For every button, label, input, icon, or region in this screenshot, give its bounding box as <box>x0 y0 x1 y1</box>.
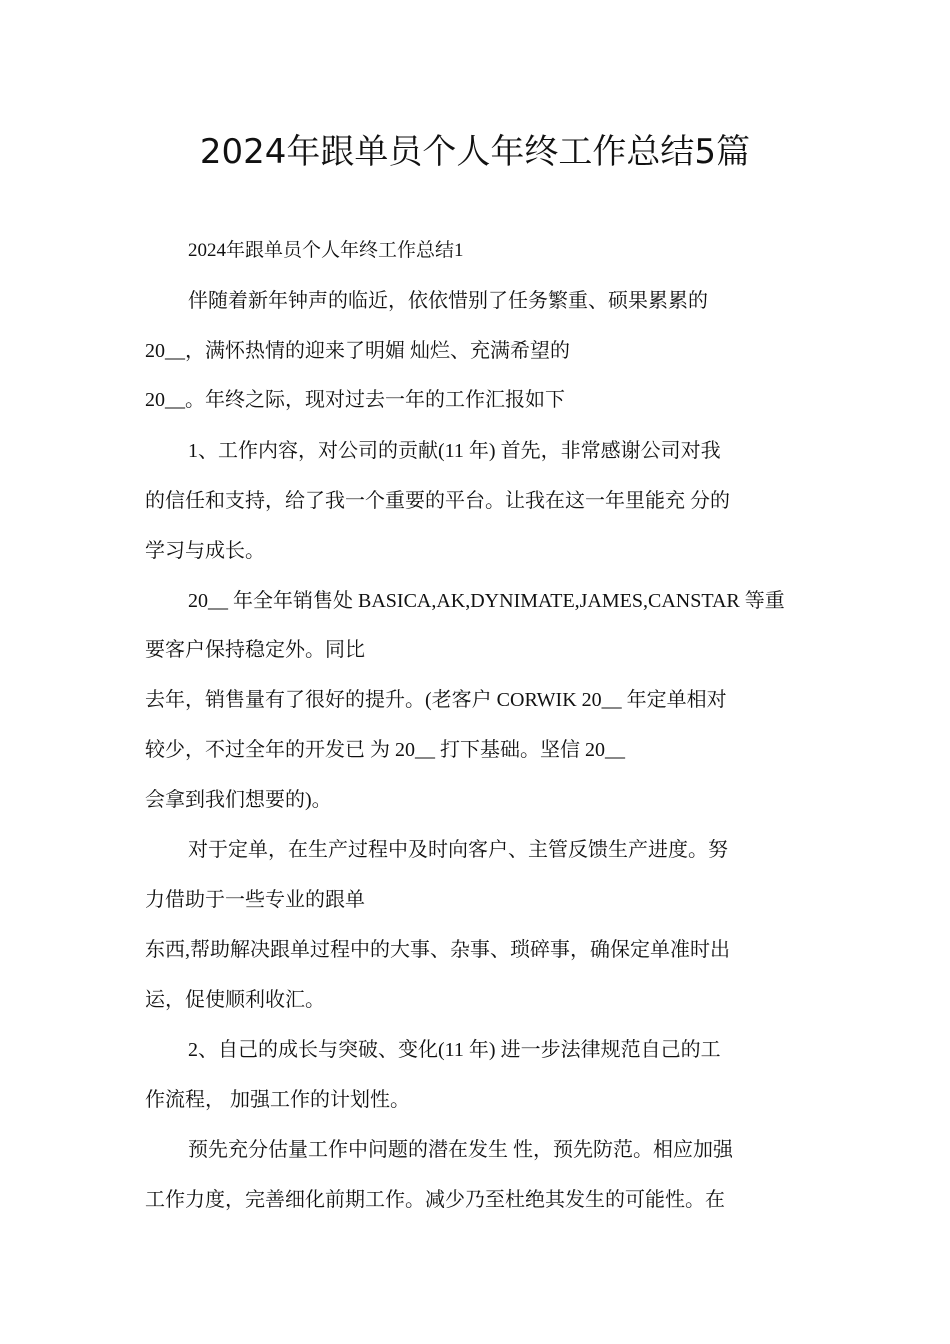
paragraph-line: 力借助于一些专业的跟单 <box>145 889 365 911</box>
paragraph-line: 预先充分估量工作中问题的潜在发生 性，预先防范。相应加强 <box>188 1139 733 1161</box>
paragraph-line: 去年，销售量有了很好的提升。(老客户 CORWIK 20__ 年定单相对 <box>145 689 727 711</box>
paragraph-line: 2、自己的成长与突破、变化(11 年) 进一步法律规范自己的工 <box>188 1039 721 1061</box>
paragraph-line: 会拿到我们想要的)。 <box>145 789 332 811</box>
paragraph-line: 较少，不过全年的开发已 为 20__ 打下基础。坚信 20__ <box>145 739 625 761</box>
paragraph-line: 东西,帮助解决跟单过程中的大事、杂事、琐碎事，确保定单准时出 <box>145 939 730 961</box>
paragraph-line: 作流程， 加强工作的计划性。 <box>145 1089 410 1111</box>
paragraph-line: 的信任和支持，给了我一个重要的平台。让我在这一年里能充 分的 <box>145 490 730 512</box>
paragraph-line: 工作力度，完善细化前期工作。减少乃至杜绝其发生的可能性。在 <box>145 1189 725 1211</box>
paragraph-line: 对于定单，在生产过程中及时向客户、主管反馈生产进度。努 <box>188 839 728 861</box>
paragraph-line: 20__。年终之际，现对过去一年的工作汇报如下 <box>145 389 565 411</box>
paragraph-line: 要客户保持稳定外。同比 <box>145 639 365 661</box>
paragraph-line: 20__ 年全年销售处 BASICA,AK,DYNIMATE,JAMES,CANSTAR 等重 <box>188 590 785 612</box>
paragraph-line: 伴随着新年钟声的临近，依依惜别了任务繁重、硕果累累的 <box>188 290 708 312</box>
document-title: 2024年跟单员个人年终工作总结5篇 <box>199 132 751 172</box>
paragraph-line: 学习与成长。 <box>145 540 265 562</box>
paragraph-line: 20__，满怀热情的迎来了明媚 灿烂、充满希望的 <box>145 340 570 362</box>
paragraph-line: 1、工作内容，对公司的贡献(11 年) 首先，非常感谢公司对我 <box>188 440 721 462</box>
paragraph-line: 运，促使顺利收汇。 <box>145 989 325 1011</box>
section-heading: 2024年跟单员个人年终工作总结1 <box>188 240 464 261</box>
